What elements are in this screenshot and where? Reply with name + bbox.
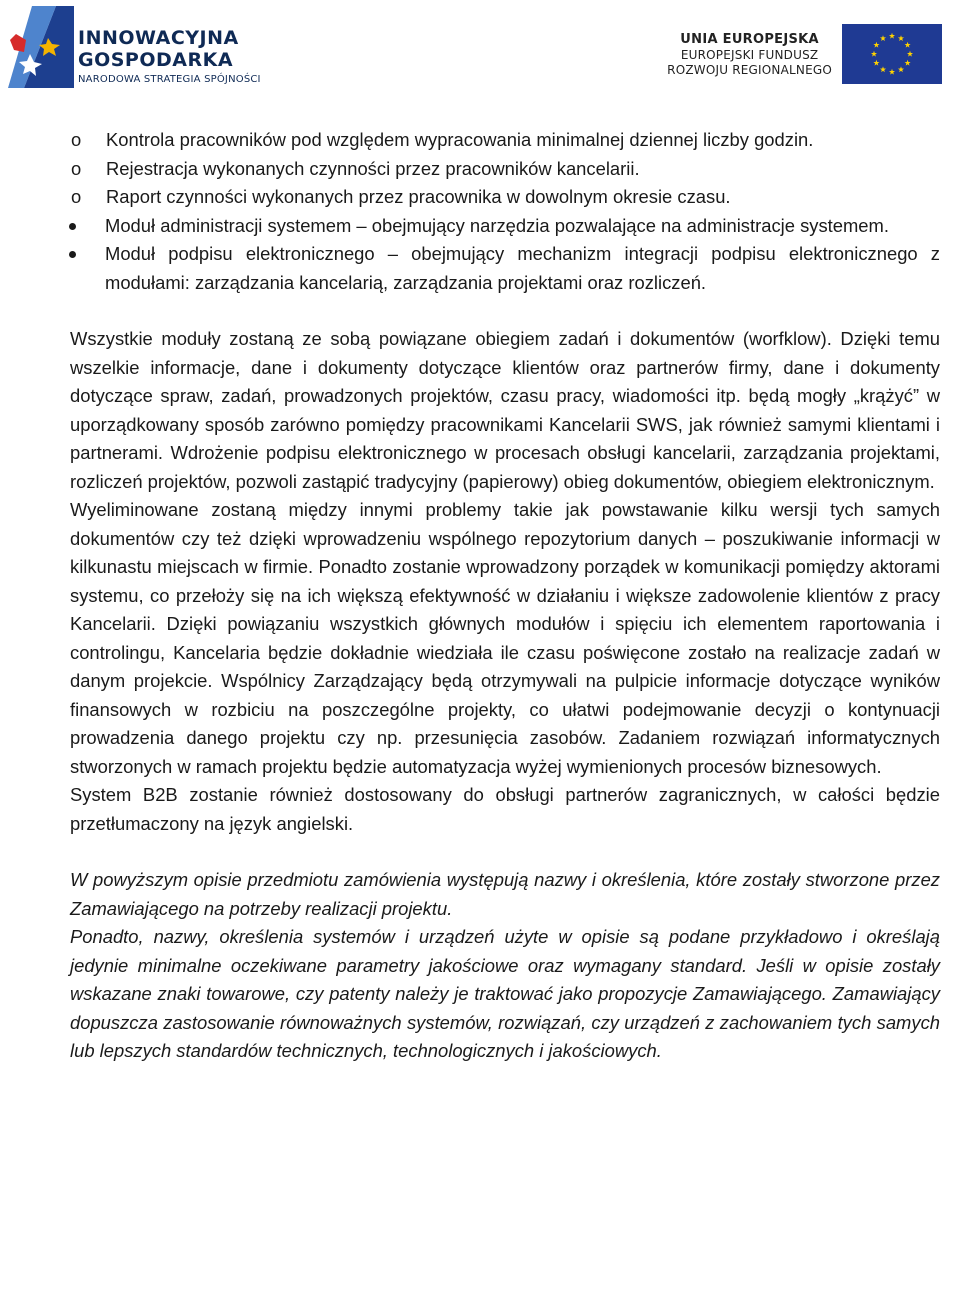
bullet-dot-icon [69,223,76,230]
page-header [0,0,960,100]
circle-marker-icon: o [71,186,82,207]
paragraph-workflow: Wszystkie moduły zostaną ze sobą powiązane obiegiem zadań i dokumentów (worfklow). Dzięki temu wszelkie informacje, dane i dokumenty dotyczące klientów oraz partnerów firmy, dane i dokumenty dotyczące spraw, zadań, prowadzonych projektów, czasu pracy, wiadomości itp. będą mogły „krążyć” w uporządkowany sposób zarówno pomiędzy pracownikami Kancelarii SWS, jak również samymi klientami i partnerami. Wdrożenie podpisu elektronicznego w procesach obsługi kancelarii, zarządzania projektami, rozliczeń projektów, pozwoli zastąpić tradycyjny (papierowy) obieg dokumentów, obiegiem elektronicznym. [70,328,940,492]
bullet-list-item: Moduł administracji systemem – obejmujący narzędzia pozwalające na administracje systemem. [105,212,940,241]
eu-text-line2: EUROPEJSKI FUNDUSZ [680,48,819,62]
sub-list [0,126,940,212]
bullet-list-item: Moduł podpisu elektronicznego – obejmujący mechanizm integracji podpisu elektronicznego z modułami: zarządzania kancelarią, zarządzania projektami oraz rozliczeń. [105,240,940,297]
bullet-dot-icon [69,251,76,258]
sub-list-item: o Raport czynności wykonanych przez pracownika w dowolnym okresie czasu. [106,183,940,212]
circle-marker-icon: o [71,157,82,179]
eu-logo-text [667,32,832,78]
logo-text-line3: NARODOWA STRATEGIA SPÓJNOŚCI [78,74,261,85]
italic-paragraph-naming: W powyższym opisie przedmiotu zamówienia występują nazwy i określenia, które zostały stworzone przez Zamawiającego na potrzeby realizacji projektu. [70,869,940,919]
innowacyjna-gospodarka-logo [4,4,274,90]
eu-text-line3: ROZWOJU REGIONALNEGO [667,63,832,77]
logo-text-line1: INNOWACYJNA [78,27,239,49]
spacer [70,838,940,866]
paragraph-benefits: Wyeliminowane zostaną między innymi problemy takie jak powstawanie kilku wersji tych samych dokumentów czy też dzięki wprowadzeniu wspólnego repozytorium danych – poszukiwanie informacji w kilkunastu miejscach w firmie. Ponadto zostanie wprowadzony porządek w komunikacji pomiędzy aktorami systemu, co przełoży się na ich większą efektywność w działaniu i większe zadowolenie klientów z pracy Kancelarii. Dzięki powiązaniu wszystkich głównych modułów i spięciu ich elementem raportowania i controlingu, Kancelaria będzie dokładnie wiedziała ile czasu poświęcone zostało na realizacje zadań w danym projekcie. Wspólnicy Zarządzający będą otrzymywali na pulpicie informacje dotyczące wyników finansowych w rozbiciu na poszczególne projekty, co ułatwi podejmowanie decyzji o kontynuacji prowadzenia danego projektu czy np. przesunięcia zasobów. Zadaniem rozwiązań informatycznych stworzonych w ramach projektu będzie automatyzacja wyżej wymienionych procesów biznesowych. [70,499,940,777]
circle-marker-icon: o [71,129,82,150]
bullet-list [70,212,940,298]
eu-regional-fund-logo [642,24,942,86]
italic-paragraph-equivalents: Ponadto, nazwy, określenia systemów i urządzeń użyte w opisie są podane przykładowo i określają jedynie minimalne oczekiwane parametry jakościowe oraz wymagany standard. Jeśli w opisie zostały wskazane znaki towarowe, czy patenty należy je traktować jako propozycje Zamawiającego. Zamawiający dopuszcza zastosowanie równoważnych systemów, rozwiązań, czy urządzeń z zachowaniem tych samych lub lepszych standardów technicznych, technologicznych i jakościowych. [70,926,940,1061]
sub-list-item: o Rejestracja wykonanych czynności przez pracowników kancelarii. [106,155,940,184]
spacer [70,297,940,325]
eu-text-line1: UNIA EUROPEJSKA [680,32,819,47]
eu-flag-icon [842,24,942,84]
sub-list-item: o Kontrola pracowników pod względem wypracowania minimalnej dziennej liczby godzin. [106,126,940,155]
document-body [70,126,940,1066]
paragraph-b2b: System B2B zostanie również dostosowany do obsługi partnerów zagranicznych, w całości będzie przetłumaczony na język angielski. [70,784,940,834]
innowacyjna-gospodarka-mark-icon [4,4,76,90]
logo-text-line2: GOSPODARKA [78,49,234,71]
